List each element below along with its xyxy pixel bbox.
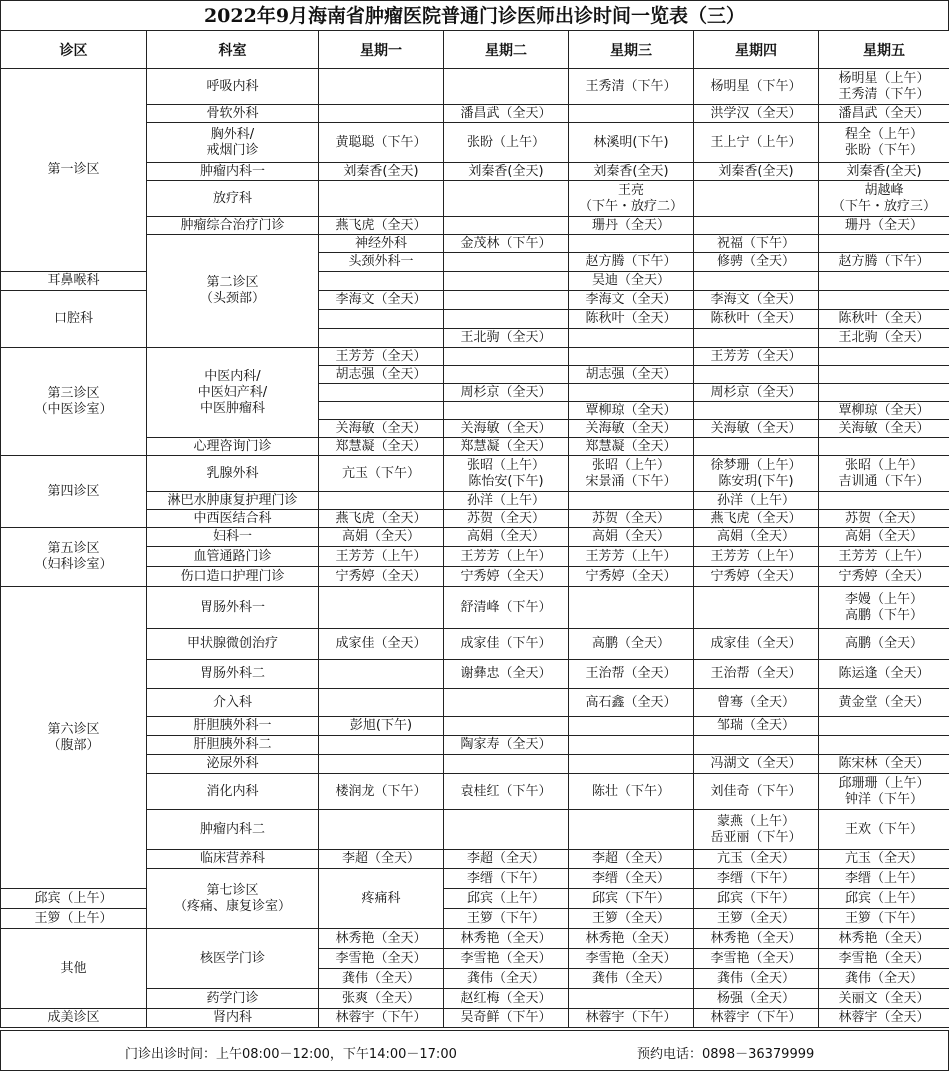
table-row <box>1 456 949 492</box>
table-cell: 李雪艳（全天） <box>819 949 949 969</box>
table-cell: 郑慧凝（全天） <box>319 438 444 456</box>
table-cell: 妇科一 <box>147 528 319 547</box>
table-cell: 高娟（全天） <box>319 528 444 547</box>
table-cell <box>819 717 949 736</box>
table-cell: 王芳芳（全天） <box>319 348 444 366</box>
table-row <box>1 929 949 949</box>
table-cell: 林秀艳（全天） <box>819 929 949 949</box>
table-cell: 燕飞虎（全天） <box>694 510 819 528</box>
table-cell: 刘佳奇（下午） <box>694 774 819 810</box>
table-cell: 龚伟（全天） <box>569 969 694 989</box>
table-cell <box>444 272 569 291</box>
table-cell: 王治帮（全天） <box>694 660 819 689</box>
table-row <box>1 291 949 310</box>
table-cell <box>444 217 569 235</box>
table-cell: 王北驹（全天） <box>819 329 949 348</box>
table-cell: 李海文（全天） <box>319 291 444 310</box>
table-cell: 第五诊区 （妇科诊室） <box>1 528 147 587</box>
table-cell: 王治帮（全天） <box>569 660 694 689</box>
table-cell: 王秀清（下午） <box>569 69 694 105</box>
table-cell: 成家佳（全天） <box>694 629 819 660</box>
table-cell: 第二诊区 （头颈部） <box>147 235 319 348</box>
table-cell: 燕飞虎（全天） <box>319 510 444 528</box>
table-cell: 陈壮（下午） <box>569 774 694 810</box>
table-cell: 周杉京（全天） <box>444 384 569 402</box>
table-cell <box>819 272 949 291</box>
table-cell: 第六诊区 （腹部） <box>1 587 147 889</box>
table-cell: 亢玉（全天） <box>694 850 819 869</box>
header-monday: 星期一 <box>319 31 444 69</box>
table-cell <box>444 717 569 736</box>
table-cell: 龚伟（全天） <box>444 969 569 989</box>
table-cell: 肾内科 <box>147 1009 319 1028</box>
table-cell: 王亮 （下午・放疗二） <box>569 181 694 217</box>
table-cell: 陈宋林（全天） <box>819 755 949 774</box>
table-cell <box>569 105 694 123</box>
table-cell: 王北驹（全天） <box>444 329 569 348</box>
table-cell: 血管通路门诊 <box>147 547 319 567</box>
table-cell: 宁秀婷（全天） <box>319 567 444 587</box>
table-cell: 高娟（全天） <box>819 528 949 547</box>
table-cell: 覃柳琼（全天） <box>819 402 949 420</box>
table-row <box>1 69 949 105</box>
table-cell: 消化内科 <box>147 774 319 810</box>
table-cell <box>319 272 444 291</box>
table-cell <box>694 217 819 235</box>
table-cell: 头颈外科一 <box>319 253 444 272</box>
table-cell <box>444 810 569 850</box>
footer <box>0 1030 949 1071</box>
table-cell: 蒙燕（上午） 岳亚丽（下午） <box>694 810 819 850</box>
table-cell: 冯湖文（全天） <box>694 755 819 774</box>
table-cell: 高鹏（全天） <box>819 629 949 660</box>
table-cell <box>694 402 819 420</box>
table-cell: 中医内科/ 中医妇产科/ 中医肿瘤科 <box>147 348 319 438</box>
table-cell: 林秀艳（全天） <box>444 929 569 949</box>
table-cell: 李缙（上午） <box>819 869 949 889</box>
table-cell: 肿瘤内科二 <box>147 810 319 850</box>
table-cell: 肝胆胰外科一 <box>147 717 319 736</box>
table-cell: 邱宾（上午） <box>444 889 569 909</box>
table-cell: 张昭（上午） 吉训通（下午） <box>819 456 949 492</box>
table-cell: 肿瘤综合治疗门诊 <box>147 217 319 235</box>
table-cell: 龚伟（全天） <box>694 969 819 989</box>
table-cell: 郑慧凝（全天） <box>444 438 569 456</box>
table-cell: 舒清峰（下午） <box>444 587 569 629</box>
table-cell: 彭旭(下午) <box>319 717 444 736</box>
page-title: 2022年9月海南省肿瘤医院普通门诊医师出诊时间一览表（三） <box>0 0 949 30</box>
table-cell: 宁秀婷（全天） <box>569 567 694 587</box>
table-cell <box>569 384 694 402</box>
table-cell: 邱宾（上午） <box>1 889 147 909</box>
table-cell: 心理咨询门诊 <box>147 438 319 456</box>
table-cell: 关海敏（全天） <box>569 420 694 438</box>
table-cell <box>319 384 444 402</box>
table-cell: 淋巴水肿康复护理门诊 <box>147 492 319 510</box>
table-cell: 金茂林（下午） <box>444 235 569 253</box>
table-cell: 王箩（下午） <box>819 909 949 929</box>
table-cell: 龚伟（全天） <box>819 969 949 989</box>
table-cell <box>444 181 569 217</box>
table-cell: 林溪明(下午) <box>569 123 694 163</box>
table-cell: 亢玉（全天） <box>819 850 949 869</box>
table-cell: 刘秦香(全天) <box>319 163 444 181</box>
table-cell: 王箩（上午） <box>1 909 147 929</box>
table-cell <box>569 492 694 510</box>
table-cell: 张昭（上午） 宋景涌（下午） <box>569 456 694 492</box>
table-cell <box>319 660 444 689</box>
table-cell <box>569 989 694 1009</box>
clinic-hours: 门诊出诊时间：上午08:00－12:00，下午14:00－17:00 <box>125 1047 457 1062</box>
table-cell: 洪学汉（全天） <box>694 105 819 123</box>
table-cell <box>694 272 819 291</box>
table-cell: 成美诊区 <box>1 1009 147 1028</box>
table-cell: 临床营养科 <box>147 850 319 869</box>
table-cell <box>444 689 569 717</box>
table-cell: 其他 <box>1 929 147 1009</box>
table-row <box>1 348 949 366</box>
table-cell: 程全（上午） 张盼（下午） <box>819 123 949 163</box>
table-cell: 宁秀婷（全天） <box>819 567 949 587</box>
table-cell: 龚伟（全天） <box>319 969 444 989</box>
table-cell <box>819 736 949 755</box>
table-cell <box>819 235 949 253</box>
table-cell: 关海敏（全天） <box>319 420 444 438</box>
table-cell: 高娟（全天） <box>694 528 819 547</box>
table-cell: 刘秦香(全天) <box>694 163 819 181</box>
table-cell: 神经外科 <box>319 235 444 253</box>
table-cell: 第四诊区 <box>1 456 147 528</box>
table-row <box>1 909 949 929</box>
table-cell: 骨软外科 <box>147 105 319 123</box>
table-cell: 邱宾（下午） <box>569 889 694 909</box>
table-cell: 潘昌武（全天） <box>819 105 949 123</box>
table-cell <box>319 402 444 420</box>
table-cell: 第一诊区 <box>1 69 147 272</box>
table-cell: 陈秋叶（全天） <box>819 310 949 329</box>
table-cell: 孙洋（上午） <box>444 492 569 510</box>
table-cell: 李雪艳（全天） <box>444 949 569 969</box>
table-cell <box>694 181 819 217</box>
table-cell: 杨明星（下午） <box>694 69 819 105</box>
table-cell <box>569 810 694 850</box>
table-cell: 疼痛科 <box>319 869 444 929</box>
table-cell: 燕飞虎（全天） <box>319 217 444 235</box>
table-cell: 黄金堂（全天） <box>819 689 949 717</box>
table-cell: 潘昌武（全天） <box>444 105 569 123</box>
table-cell: 关丽文（全天） <box>819 989 949 1009</box>
table-cell <box>319 105 444 123</box>
table-cell: 高娟（全天） <box>444 528 569 547</box>
table-cell: 李嫚（上午） 高鹏（下午） <box>819 587 949 629</box>
table-cell: 甲状腺微创治疗 <box>147 629 319 660</box>
table-cell: 亢玉（下午） <box>319 456 444 492</box>
table-cell: 邹瑞（全天） <box>694 717 819 736</box>
table-cell: 陶家寿（全天） <box>444 736 569 755</box>
table-cell <box>319 587 444 629</box>
table-cell <box>319 755 444 774</box>
table-cell <box>319 329 444 348</box>
table-cell: 陈运逢（全天） <box>819 660 949 689</box>
table-cell <box>319 181 444 217</box>
table-cell: 关海敏（全天） <box>694 420 819 438</box>
table-cell <box>444 348 569 366</box>
table-cell: 关海敏（全天） <box>819 420 949 438</box>
table-cell: 李缙（下午） <box>694 869 819 889</box>
table-cell: 王芳芳（上午） <box>319 547 444 567</box>
table-cell <box>319 810 444 850</box>
table-cell: 中西医结合科 <box>147 510 319 528</box>
appointment-phone: 预约电话：0898－36379999 <box>637 1047 815 1062</box>
table-cell: 李超（全天） <box>569 850 694 869</box>
table-cell <box>819 438 949 456</box>
table-cell: 王芳芳（上午） <box>694 547 819 567</box>
table-cell <box>819 291 949 310</box>
table-cell <box>694 736 819 755</box>
table-cell: 徐梦珊（上午） 陈安玥(下午) <box>694 456 819 492</box>
table-cell: 杨明星（上午） 王秀清（下午） <box>819 69 949 105</box>
table-cell: 乳腺外科 <box>147 456 319 492</box>
table-cell: 王箩（全天） <box>694 909 819 929</box>
table-cell: 赵红梅（全天） <box>444 989 569 1009</box>
table-cell: 李超（全天） <box>444 850 569 869</box>
table-cell: 赵方腾（下午） <box>819 253 949 272</box>
table-cell <box>444 402 569 420</box>
table-cell: 王芳芳（上午） <box>569 547 694 567</box>
table-cell: 林秀艳（全天） <box>694 929 819 949</box>
table-cell: 林秀艳（全天） <box>319 929 444 949</box>
table-cell: 林秀艳（全天） <box>569 929 694 949</box>
header-tuesday: 星期二 <box>444 31 569 69</box>
table-cell: 张昭（上午） 陈怡安(下午) <box>444 456 569 492</box>
table-cell <box>444 755 569 774</box>
table-cell <box>569 736 694 755</box>
table-cell: 泌尿外科 <box>147 755 319 774</box>
table-cell <box>694 366 819 384</box>
table-cell: 呼吸内科 <box>147 69 319 105</box>
table-cell: 第三诊区 （中医诊室） <box>1 348 147 456</box>
table-cell <box>569 329 694 348</box>
table-cell: 杨强（全天） <box>694 989 819 1009</box>
table-cell: 珊丹（全天） <box>569 217 694 235</box>
table-cell: 珊丹（全天） <box>819 217 949 235</box>
table-cell: 放疗科 <box>147 181 319 217</box>
table-cell: 陈秋叶（全天） <box>694 310 819 329</box>
table-cell: 口腔科 <box>1 291 147 348</box>
table-cell: 谢彝忠（全天） <box>444 660 569 689</box>
table-cell: 林蓉宇（下午） <box>319 1009 444 1028</box>
table-cell: 刘秦香(全天) <box>819 163 949 181</box>
table-cell: 袁桂红（下午） <box>444 774 569 810</box>
table-cell: 伤口造口护理门诊 <box>147 567 319 587</box>
table-cell: 王箩（下午） <box>444 909 569 929</box>
table-cell: 王上宁（上午） <box>694 123 819 163</box>
table-cell: 第七诊区 （疼痛、康复诊室） <box>147 869 319 929</box>
table-cell: 胡志强（全天） <box>569 366 694 384</box>
table-row <box>1 272 949 291</box>
table-cell: 李超（全天） <box>319 850 444 869</box>
table-cell: 李海文（全天） <box>569 291 694 310</box>
table-cell: 耳鼻喉科 <box>1 272 147 291</box>
table-cell: 肝胆胰外科二 <box>147 736 319 755</box>
table-cell: 胡志强（全天） <box>319 366 444 384</box>
table-cell: 苏贺（全天） <box>444 510 569 528</box>
table-cell: 高石鑫（全天） <box>569 689 694 717</box>
header-department: 科室 <box>147 31 319 69</box>
table-cell: 李缙（下午） <box>444 869 569 889</box>
table-cell: 肿瘤内科一 <box>147 163 319 181</box>
table-cell: 王芳芳（上午） <box>819 547 949 567</box>
table-cell: 张爽（全天） <box>319 989 444 1009</box>
table-cell: 胡越峰 （下午・放疗三） <box>819 181 949 217</box>
table-cell: 孙洋（上午） <box>694 492 819 510</box>
table-cell <box>319 69 444 105</box>
table-cell: 邱珊珊（上午） 钟洋（下午） <box>819 774 949 810</box>
table-cell: 李雪艳（全天） <box>319 949 444 969</box>
table-cell: 邱宾（下午） <box>694 889 819 909</box>
table-cell <box>694 438 819 456</box>
header-row <box>1 31 949 69</box>
table-cell <box>569 348 694 366</box>
table-cell: 王欢（下午） <box>819 810 949 850</box>
table-cell <box>819 384 949 402</box>
schedule-body <box>1 69 949 1028</box>
table-cell <box>819 366 949 384</box>
table-cell: 刘秦香(全天) <box>569 163 694 181</box>
table-cell <box>819 492 949 510</box>
table-cell <box>444 291 569 310</box>
table-cell: 修骋（全天） <box>694 253 819 272</box>
table-cell: 胃肠外科二 <box>147 660 319 689</box>
table-cell <box>819 348 949 366</box>
table-cell <box>319 736 444 755</box>
table-row <box>1 587 949 629</box>
header-friday: 星期五 <box>819 31 949 69</box>
table-cell <box>319 689 444 717</box>
table-cell: 介入科 <box>147 689 319 717</box>
header-wednesday: 星期三 <box>569 31 694 69</box>
table-cell: 高娟（全天） <box>569 528 694 547</box>
table-cell <box>444 310 569 329</box>
table-cell: 吴奇鲜（下午） <box>444 1009 569 1028</box>
table-cell: 苏贺（全天） <box>819 510 949 528</box>
table-cell: 关海敏（全天） <box>444 420 569 438</box>
table-cell: 药学门诊 <box>147 989 319 1009</box>
table-cell: 林蓉宇（下午） <box>569 1009 694 1028</box>
table-cell <box>569 717 694 736</box>
table-row <box>1 1009 949 1028</box>
table-cell: 周杉京（全天） <box>694 384 819 402</box>
table-cell: 曾骞（全天） <box>694 689 819 717</box>
table-cell <box>569 587 694 629</box>
table-cell: 核医学门诊 <box>147 929 319 989</box>
table-cell: 李雪艳（全天） <box>694 949 819 969</box>
table-cell: 吴迪（全天） <box>569 272 694 291</box>
table-cell <box>444 366 569 384</box>
header-thursday: 星期四 <box>694 31 819 69</box>
table-cell: 刘秦香(全天) <box>444 163 569 181</box>
table-cell: 高鹏（全天） <box>569 629 694 660</box>
table-cell: 成家佳（全天） <box>319 629 444 660</box>
table-cell: 李缙（全天） <box>569 869 694 889</box>
table-cell: 李雪艳（全天） <box>569 949 694 969</box>
table-cell: 宁秀婷（全天） <box>694 567 819 587</box>
table-cell: 张盼（上午） <box>444 123 569 163</box>
table-cell <box>319 492 444 510</box>
table-cell: 成家佳（下午） <box>444 629 569 660</box>
table-cell <box>444 253 569 272</box>
table-cell: 苏贺（全天） <box>569 510 694 528</box>
table-cell: 楼润龙（下午） <box>319 774 444 810</box>
table-cell: 林蓉宇（下午） <box>694 1009 819 1028</box>
table-cell <box>694 329 819 348</box>
table-cell <box>569 235 694 253</box>
table-row <box>1 528 949 547</box>
table-cell: 王箩（全天） <box>569 909 694 929</box>
schedule-table <box>0 30 949 1028</box>
table-cell: 王芳芳（上午） <box>444 547 569 567</box>
table-cell: 陈秋叶（全天） <box>569 310 694 329</box>
table-cell: 邱宾（上午） <box>819 889 949 909</box>
table-cell <box>569 755 694 774</box>
table-cell: 赵方腾（下午） <box>569 253 694 272</box>
table-cell: 胸外科/ 戒烟门诊 <box>147 123 319 163</box>
table-cell: 林蓉宇（全天） <box>819 1009 949 1028</box>
table-cell <box>444 69 569 105</box>
table-row <box>1 889 949 909</box>
table-cell: 胃肠外科一 <box>147 587 319 629</box>
table-cell <box>694 587 819 629</box>
table-cell: 黄聪聪（下午） <box>319 123 444 163</box>
table-cell: 郑慧凝（全天） <box>569 438 694 456</box>
table-cell: 宁秀婷（全天） <box>444 567 569 587</box>
table-cell: 祝福（下午） <box>694 235 819 253</box>
table-cell: 覃柳琼（全天） <box>569 402 694 420</box>
table-cell: 王芳芳（全天） <box>694 348 819 366</box>
table-cell: 李海文（全天） <box>694 291 819 310</box>
header-zone: 诊区 <box>1 31 147 69</box>
table-cell <box>319 310 444 329</box>
